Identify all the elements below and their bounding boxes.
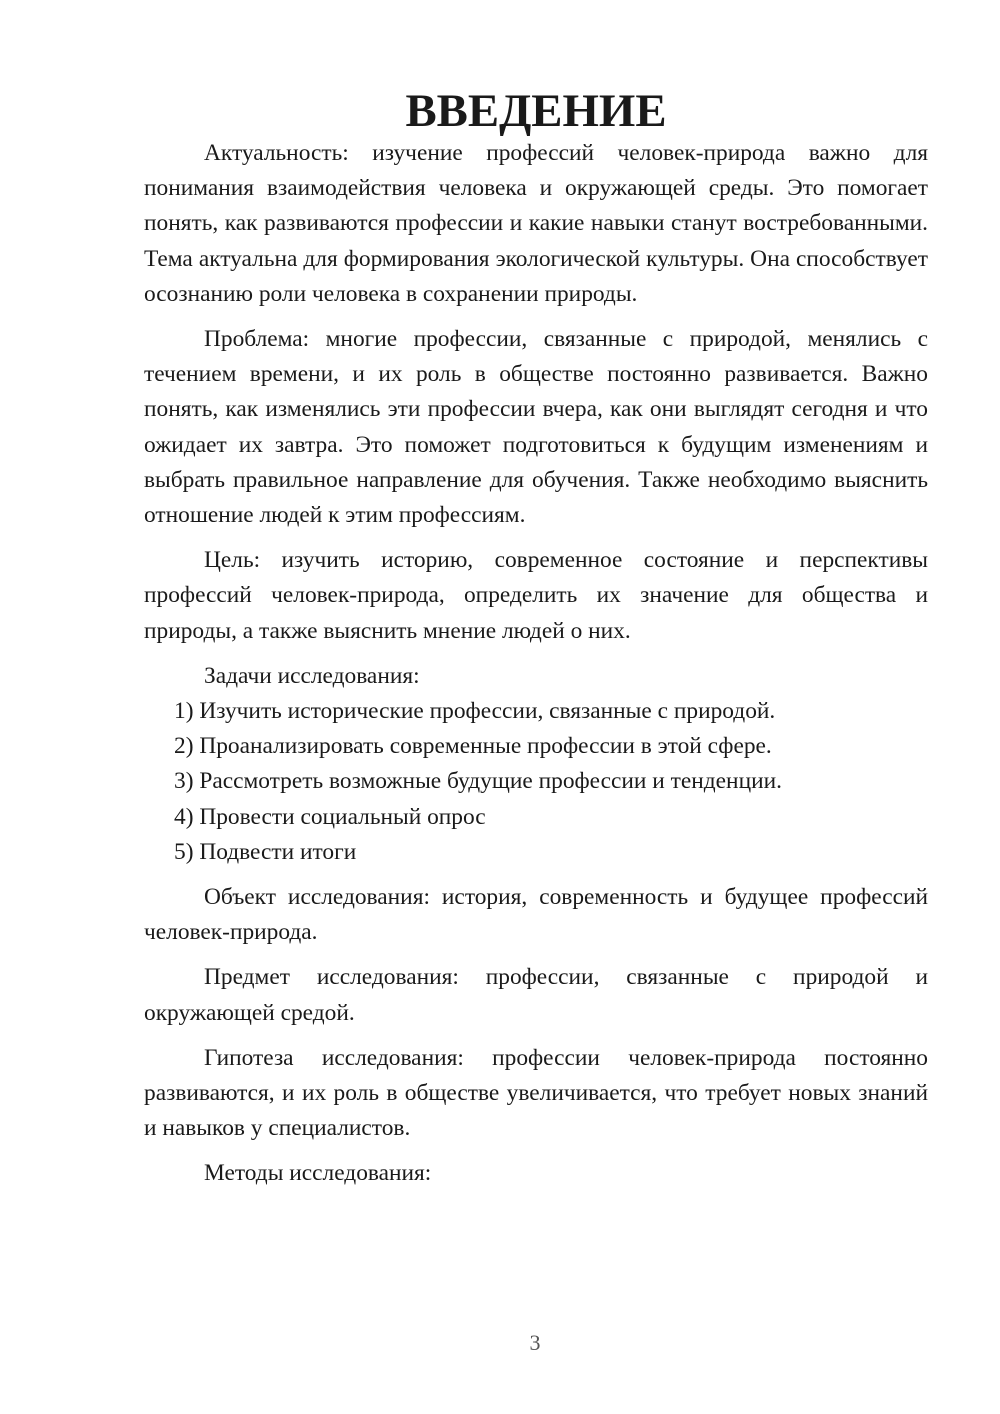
task-item-1: 1) Изучить исторические профессии, связанные с природой. xyxy=(174,698,776,725)
tasks-title: Задачи исследования: xyxy=(204,662,420,689)
task-item-4: 4) Провести социальный опрос xyxy=(174,803,486,830)
paragraph-hypothesis: Гипотеза исследования: профессии человек-природа постоянно развиваются, и их роль в обществе увеличивается, что требует новых знаний и навыков у специалистов. xyxy=(144,1044,928,1142)
paragraph-object: Объект исследования: история, современность и будущее профессий человек-природа. xyxy=(144,884,928,946)
methods-title: Методы исследования: xyxy=(204,1160,432,1187)
paragraph-relevance: Актуальность: изучение профессий человек-природа важно для понимания взаимодействия человека и окружающей среды. Это помогает понять, как развиваются профессии и какие навыки станут востребованными. Тема актуальна для формирования экологической культуры. Она способствует осознанию роли человека в сохранении природы. xyxy=(144,140,928,307)
paragraph-goal: Цель: изучить историю, современное состояние и перспективы профессий человек-природа, определить их значение для общества и природы, а также выяснить мнение людей о них. xyxy=(144,547,928,644)
task-item-3: 3) Рассмотреть возможные будущие профессии и тенденции. xyxy=(174,768,782,795)
paragraph-subject: Предмет исследования: профессии, связанные с природой и окружающей средой. xyxy=(144,964,928,1026)
page-content xyxy=(144,85,928,1192)
paragraph-problem: Проблема: многие профессии, связанные с природой, менялись с течением времени, и их роль в обществе постоянно развивается. Важно понять, как изменялись эти профессии вчера, как они выглядят сегодня и что ожидает их завтра. Это поможет подготовиться к будущим изменениям и выбрать правильное направление для обучения. Также необходимо выяснить отношение людей к этим профессиям. xyxy=(144,326,928,529)
task-item-5: 5) Подвести итоги xyxy=(174,838,357,865)
page-heading: ВВЕДЕНИЕ xyxy=(405,85,667,137)
page-number: 3 xyxy=(529,1330,541,1355)
tasks-list xyxy=(144,694,928,870)
task-item-2: 2) Проанализировать современные профессии в этой сфере. xyxy=(174,733,772,760)
